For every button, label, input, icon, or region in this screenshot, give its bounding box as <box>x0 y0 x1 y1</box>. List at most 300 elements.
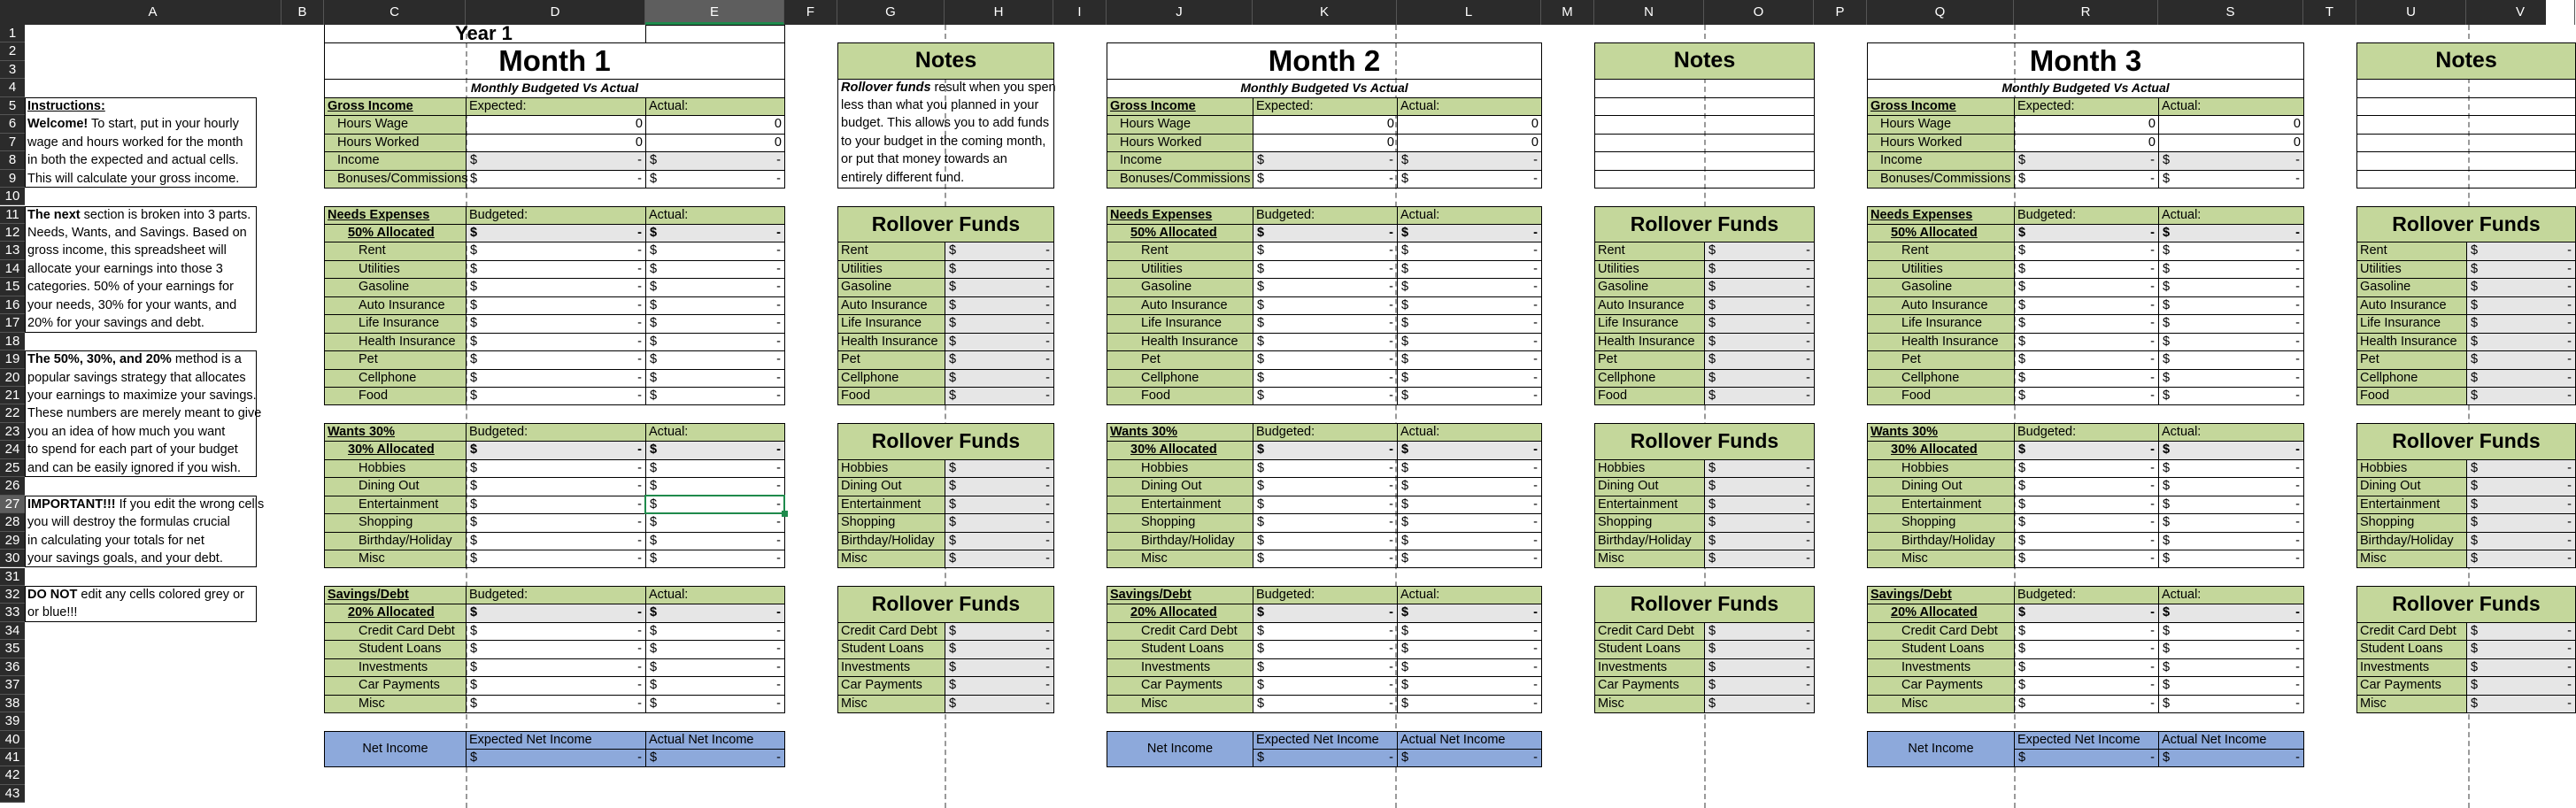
month3-needs-item-actual[interactable] <box>2158 278 2304 296</box>
month1-needs-item-actual[interactable] <box>645 387 785 405</box>
row-header-39[interactable]: 39 <box>0 712 25 730</box>
month1-needs-item-actual[interactable] <box>645 260 785 279</box>
month3-savings-budgeted-header[interactable] <box>2014 586 2159 604</box>
row-header-15[interactable]: 15 <box>0 278 25 296</box>
month2-wants-item-budgeted[interactable] <box>1253 513 1398 532</box>
month1-wants-item-budgeted[interactable] <box>466 532 646 550</box>
month1-wants-rollover-value[interactable] <box>945 459 1054 478</box>
month2-wants-item[interactable] <box>1107 550 1253 568</box>
month3-hours_worked-actual[interactable] <box>2158 134 2304 152</box>
column-header-j[interactable]: J <box>1107 0 1253 25</box>
month1-expected-header[interactable] <box>466 97 646 116</box>
month3-needs-rollover-value[interactable] <box>2466 369 2576 388</box>
month3-wants-item-budgeted[interactable] <box>2014 496 2159 514</box>
month1-needs-item-budgeted[interactable] <box>466 278 646 296</box>
month3-savings-rollover-value[interactable] <box>2466 622 2576 641</box>
notes-line[interactable] <box>2356 79 2576 97</box>
month3-wants-item-budgeted[interactable] <box>2014 513 2159 532</box>
month3-savings-item-budgeted[interactable] <box>2014 640 2159 658</box>
month2-savings-actual-header[interactable] <box>1397 586 1542 604</box>
row-header-5[interactable]: 5 <box>0 97 25 115</box>
month2-savings-budgeted-header[interactable] <box>1253 586 1398 604</box>
row-header-20[interactable]: 20 <box>0 369 25 387</box>
month1-needs-item-actual[interactable] <box>645 350 785 369</box>
month1-wants-rollover-item[interactable] <box>837 496 945 514</box>
month3-needs-item-actual[interactable] <box>2158 350 2304 369</box>
month1-needs-rollover-value[interactable] <box>945 387 1054 405</box>
month1-wants-item-budgeted[interactable] <box>466 477 646 496</box>
month3-wants-rollover-item[interactable] <box>2356 477 2467 496</box>
month1-savings-rollover-value[interactable] <box>945 622 1054 641</box>
column-header-u[interactable]: U <box>2356 0 2466 25</box>
month1-needs-rollover-item[interactable] <box>837 387 945 405</box>
month3-income-expected[interactable] <box>2014 151 2159 170</box>
month3-needs_alloc[interactable] <box>1867 224 2015 242</box>
month3-needs-rollover-value[interactable] <box>2466 350 2576 369</box>
row-header-18[interactable]: 18 <box>0 333 25 350</box>
month3-wants-rollover-item[interactable] <box>2356 459 2467 478</box>
row-header-25[interactable]: 25 <box>0 459 25 477</box>
month2-needs-item[interactable] <box>1107 296 1253 315</box>
month1-wants_alloc-actual[interactable] <box>645 441 785 459</box>
month3-savings-item[interactable] <box>1867 640 2015 658</box>
month2-needs-item[interactable] <box>1107 260 1253 279</box>
month1-needs-item-actual[interactable] <box>645 296 785 315</box>
month2-needs-rollover-value[interactable] <box>1704 350 1815 369</box>
month3-wants-rollover-value[interactable] <box>2466 477 2576 496</box>
month2-needs-rollover-item[interactable] <box>1594 333 1705 351</box>
month3-wants-rollover-item[interactable] <box>2356 550 2467 568</box>
month1-needs-rollover-value[interactable] <box>945 242 1054 260</box>
month1-needs-rollover-header[interactable] <box>837 206 1054 243</box>
notes-line[interactable] <box>837 115 1054 134</box>
month3-notes-header[interactable] <box>2356 42 2576 80</box>
notes-line[interactable] <box>1594 97 1815 116</box>
month1-wants-rollover-item[interactable] <box>837 532 945 550</box>
month1-needs-item[interactable] <box>324 333 467 351</box>
month3-needs-item[interactable] <box>1867 260 2015 279</box>
month1-savings-budgeted-header[interactable] <box>466 586 646 604</box>
month1-gross-income-label[interactable] <box>324 97 467 116</box>
month1-savings-rollover-header[interactable] <box>837 586 1054 623</box>
month1-notes-header[interactable] <box>837 42 1054 80</box>
month1-needs-rollover-value[interactable] <box>945 260 1054 279</box>
month2-wants-rollover-value[interactable] <box>1704 459 1815 478</box>
month3-wants-actual-header[interactable] <box>2158 423 2304 442</box>
month1-needs-rollover-value[interactable] <box>945 296 1054 315</box>
row-header-37[interactable]: 37 <box>0 676 25 694</box>
month2-needs-actual-header[interactable] <box>1397 206 1542 225</box>
month2-savings-rollover-item[interactable] <box>1594 695 1705 713</box>
month3-needs-item-actual[interactable] <box>2158 260 2304 279</box>
month1-needs-item-actual[interactable] <box>645 278 785 296</box>
month3-savings-item-actual[interactable] <box>2158 640 2304 658</box>
column-header-a[interactable]: A <box>25 0 282 25</box>
month2-savings-item[interactable] <box>1107 622 1253 641</box>
month2-bonuses-label[interactable] <box>1107 170 1253 189</box>
month2-wants-rollover-item[interactable] <box>1594 550 1705 568</box>
month1-savings-item-budgeted[interactable] <box>466 640 646 658</box>
month2-savings_alloc-budgeted[interactable] <box>1253 604 1398 622</box>
month1-wants-item-actual[interactable] <box>645 513 785 532</box>
row-header-16[interactable]: 16 <box>0 296 25 314</box>
month2-needs-rollover-value[interactable] <box>1704 260 1815 279</box>
row-header-8[interactable]: 8 <box>0 151 25 169</box>
month3-needs-rollover-item[interactable] <box>2356 296 2467 315</box>
month3-wants-rollover-value[interactable] <box>2466 496 2576 514</box>
month1-hours_worked-label[interactable] <box>324 134 467 152</box>
month2-needs-rollover-value[interactable] <box>1704 296 1815 315</box>
month2-bonuses-expected[interactable] <box>1253 170 1398 189</box>
month1-needs-header[interactable] <box>324 206 467 225</box>
notes-line[interactable] <box>2356 97 2576 116</box>
month1-wants-item[interactable] <box>324 459 467 478</box>
month1-bonuses-expected[interactable] <box>466 170 646 189</box>
notes-line[interactable] <box>837 170 1054 189</box>
month1-needs-item[interactable] <box>324 387 467 405</box>
month3-wants-item-actual[interactable] <box>2158 496 2304 514</box>
month1-actual-header[interactable] <box>645 97 785 116</box>
month3-savings-rollover-item[interactable] <box>2356 640 2467 658</box>
month3-needs-item-budgeted[interactable] <box>2014 333 2159 351</box>
row-header-24[interactable]: 24 <box>0 441 25 458</box>
month1-wants-item-actual[interactable] <box>645 459 785 478</box>
month3-needs-item-actual[interactable] <box>2158 333 2304 351</box>
month3-needs-item-budgeted[interactable] <box>2014 296 2159 315</box>
month1-bonuses-actual[interactable] <box>645 170 785 189</box>
month1-wants-rollover-header[interactable] <box>837 423 1054 460</box>
month3-needs-rollover-item[interactable] <box>2356 333 2467 351</box>
month3-wants-item-budgeted[interactable] <box>2014 550 2159 568</box>
month1-hours_worked-expected[interactable] <box>466 134 646 152</box>
row-header-32[interactable]: 32 <box>0 586 25 604</box>
month1-savings-item-actual[interactable] <box>645 676 785 695</box>
month2-needs-item-budgeted[interactable] <box>1253 387 1398 405</box>
month1-savings-rollover-item[interactable] <box>837 640 945 658</box>
month1-wants_alloc-budgeted[interactable] <box>466 441 646 459</box>
month3-savings-header[interactable] <box>1867 586 2015 604</box>
month3-needs-rollover-value[interactable] <box>2466 260 2576 279</box>
month3-wants-rollover-value[interactable] <box>2466 513 2576 532</box>
month3-savings-rollover-item[interactable] <box>2356 676 2467 695</box>
month2-actual-header[interactable] <box>1397 97 1542 116</box>
month3-gross-income-label[interactable] <box>1867 97 2015 116</box>
row-header-29[interactable]: 29 <box>0 532 25 550</box>
notes-line[interactable] <box>2356 134 2576 152</box>
month2-wants-item[interactable] <box>1107 477 1253 496</box>
month3-wants-rollover-header[interactable] <box>2356 423 2576 460</box>
month1-actual-net-header[interactable] <box>645 731 785 750</box>
month3-needs-item[interactable] <box>1867 314 2015 333</box>
row-header-6[interactable]: 6 <box>0 115 25 133</box>
month1-wants-rollover-value[interactable] <box>945 532 1054 550</box>
month1-savings-rollover-value[interactable] <box>945 695 1054 713</box>
month1-title[interactable] <box>324 42 785 80</box>
month1-savings-rollover-item[interactable] <box>837 695 945 713</box>
month1-wants-item[interactable] <box>324 477 467 496</box>
month2-wants-item-actual[interactable] <box>1397 477 1542 496</box>
month1-income-actual[interactable] <box>645 151 785 170</box>
month1-needs-item-budgeted[interactable] <box>466 314 646 333</box>
month3-needs-rollover-value[interactable] <box>2466 387 2576 405</box>
column-header-h[interactable]: H <box>945 0 1053 25</box>
month1-wants-item-budgeted[interactable] <box>466 550 646 568</box>
month2-needs-rollover-value[interactable] <box>1704 387 1815 405</box>
column-header-m[interactable]: M <box>1541 0 1594 25</box>
month2-savings-rollover-value[interactable] <box>1704 695 1815 713</box>
month2-wants_alloc-actual[interactable] <box>1397 441 1542 459</box>
month1-savings-item-actual[interactable] <box>645 640 785 658</box>
month2-savings-item[interactable] <box>1107 658 1253 677</box>
month1-needs-rollover-item[interactable] <box>837 278 945 296</box>
month2-needs-item[interactable] <box>1107 314 1253 333</box>
month2-savings_alloc[interactable] <box>1107 604 1253 622</box>
month3-needs-rollover-value[interactable] <box>2466 242 2576 260</box>
row-header-42[interactable]: 42 <box>0 766 25 784</box>
month3-wants-item[interactable] <box>1867 459 2015 478</box>
month2-needs-rollover-value[interactable] <box>1704 333 1815 351</box>
month3-wants-rollover-item[interactable] <box>2356 513 2467 532</box>
month1-savings-item[interactable] <box>324 676 467 695</box>
month2-needs-rollover-item[interactable] <box>1594 314 1705 333</box>
month3-needs-item-budgeted[interactable] <box>2014 242 2159 260</box>
month3-savings-rollover-value[interactable] <box>2466 640 2576 658</box>
month3-needs-item[interactable] <box>1867 369 2015 388</box>
month3-needs-item-actual[interactable] <box>2158 314 2304 333</box>
month2-actual-net-header[interactable] <box>1397 731 1542 750</box>
month2-needs-rollover-item[interactable] <box>1594 350 1705 369</box>
month2-wants-item-actual[interactable] <box>1397 496 1542 514</box>
column-header-l[interactable]: L <box>1397 0 1541 25</box>
month3-hours_wage-expected[interactable] <box>2014 115 2159 134</box>
notes-line[interactable] <box>837 151 1054 170</box>
month2-needs-item-budgeted[interactable] <box>1253 333 1398 351</box>
month3-needs-rollover-item[interactable] <box>2356 369 2467 388</box>
month1-savings-item[interactable] <box>324 695 467 713</box>
month3-needs-rollover-value[interactable] <box>2466 296 2576 315</box>
month2-wants-rollover-item[interactable] <box>1594 513 1705 532</box>
month3-needs-rollover-item[interactable] <box>2356 260 2467 279</box>
month2-needs-item-budgeted[interactable] <box>1253 369 1398 388</box>
month1-needs_alloc-budgeted[interactable] <box>466 224 646 242</box>
month2-wants-rollover-value[interactable] <box>1704 532 1815 550</box>
month3-wants_alloc-actual[interactable] <box>2158 441 2304 459</box>
month1-savings-rollover-item[interactable] <box>837 622 945 641</box>
month2-needs-item-actual[interactable] <box>1397 260 1542 279</box>
month3-wants-item-actual[interactable] <box>2158 477 2304 496</box>
month3-subtitle[interactable] <box>1867 79 2304 97</box>
month1-wants-item[interactable] <box>324 550 467 568</box>
month1-wants-rollover-value[interactable] <box>945 496 1054 514</box>
month2-wants-item-budgeted[interactable] <box>1253 532 1398 550</box>
row-header-23[interactable]: 23 <box>0 423 25 441</box>
month1-savings-item-budgeted[interactable] <box>466 676 646 695</box>
row-header-4[interactable]: 4 <box>0 79 25 96</box>
month2-hours_wage-actual[interactable] <box>1397 115 1542 134</box>
month3-savings-item-budgeted[interactable] <box>2014 676 2159 695</box>
month2-income-label[interactable] <box>1107 151 1253 170</box>
month3-savings_alloc-actual[interactable] <box>2158 604 2304 622</box>
row-header-33[interactable]: 33 <box>0 604 25 621</box>
month2-wants-rollover-item[interactable] <box>1594 459 1705 478</box>
row-header-43[interactable]: 43 <box>0 785 25 803</box>
month2-wants-rollover-item[interactable] <box>1594 477 1705 496</box>
month1-wants-rollover-item[interactable] <box>837 459 945 478</box>
row-header-38[interactable]: 38 <box>0 695 25 712</box>
month3-needs-rollover-value[interactable] <box>2466 314 2576 333</box>
month1-savings-item[interactable] <box>324 658 467 677</box>
column-header-q[interactable]: Q <box>1867 0 2014 25</box>
month2-hours_wage-expected[interactable] <box>1253 115 1398 134</box>
month1-needs-budgeted-header[interactable] <box>466 206 646 225</box>
month3-needs-rollover-item[interactable] <box>2356 242 2467 260</box>
month2-gross-income-label[interactable] <box>1107 97 1253 116</box>
month1-needs-rollover-item[interactable] <box>837 296 945 315</box>
month1-needs-item-actual[interactable] <box>645 314 785 333</box>
month3-savings-rollover-item[interactable] <box>2356 658 2467 677</box>
month3-savings-item[interactable] <box>1867 658 2015 677</box>
notes-line[interactable] <box>1594 170 1815 189</box>
month2-needs-item[interactable] <box>1107 387 1253 405</box>
month3-hours_worked-label[interactable] <box>1867 134 2015 152</box>
notes-line[interactable] <box>1594 79 1815 97</box>
month3-needs_alloc-budgeted[interactable] <box>2014 224 2159 242</box>
month3-wants-item-actual[interactable] <box>2158 459 2304 478</box>
column-header-c[interactable]: C <box>324 0 466 25</box>
column-header-i[interactable]: I <box>1053 0 1107 25</box>
month2-needs-item-budgeted[interactable] <box>1253 278 1398 296</box>
month3-net-income-label[interactable] <box>1867 731 2015 768</box>
month2-savings-item-budgeted[interactable] <box>1253 640 1398 658</box>
month2-wants_alloc-budgeted[interactable] <box>1253 441 1398 459</box>
month1-wants-item-budgeted[interactable] <box>466 513 646 532</box>
month2-expected-net-value[interactable] <box>1253 749 1398 767</box>
month3-savings-item-actual[interactable] <box>2158 695 2304 713</box>
month3-needs-item-actual[interactable] <box>2158 296 2304 315</box>
month2-wants-item-actual[interactable] <box>1397 459 1542 478</box>
month2-needs-rollover-value[interactable] <box>1704 242 1815 260</box>
month2-savings-header[interactable] <box>1107 586 1253 604</box>
month3-needs-item-budgeted[interactable] <box>2014 278 2159 296</box>
month1-needs-item-budgeted[interactable] <box>466 296 646 315</box>
column-header-r[interactable]: R <box>2014 0 2158 25</box>
month2-needs-rollover-item[interactable] <box>1594 296 1705 315</box>
month1-needs-rollover-item[interactable] <box>837 333 945 351</box>
month1-needs-item[interactable] <box>324 278 467 296</box>
month3-actual-net-header[interactable] <box>2158 731 2304 750</box>
month1-wants-rollover-value[interactable] <box>945 513 1054 532</box>
row-header-11[interactable]: 11 <box>0 206 25 224</box>
month2-needs_alloc[interactable] <box>1107 224 1253 242</box>
month1-wants-item[interactable] <box>324 513 467 532</box>
notes-line[interactable] <box>837 97 1054 116</box>
month3-needs-item-budgeted[interactable] <box>2014 369 2159 388</box>
month1-wants-rollover-item[interactable] <box>837 550 945 568</box>
month2-needs-rollover-item[interactable] <box>1594 278 1705 296</box>
month3-needs-item-budgeted[interactable] <box>2014 260 2159 279</box>
row-header-26[interactable]: 26 <box>0 477 25 495</box>
month2-needs-rollover-value[interactable] <box>1704 369 1815 388</box>
month3-savings-rollover-item[interactable] <box>2356 622 2467 641</box>
month3-wants-rollover-item[interactable] <box>2356 496 2467 514</box>
month2-savings-rollover-value[interactable] <box>1704 640 1815 658</box>
month2-needs-item-actual[interactable] <box>1397 314 1542 333</box>
month1-needs-item[interactable] <box>324 260 467 279</box>
month3-wants-item[interactable] <box>1867 513 2015 532</box>
month3-wants-item[interactable] <box>1867 550 2015 568</box>
month2-savings-item-actual[interactable] <box>1397 676 1542 695</box>
month1-needs-item-budgeted[interactable] <box>466 260 646 279</box>
month2-wants_alloc[interactable] <box>1107 441 1253 459</box>
month2-savings-item-budgeted[interactable] <box>1253 658 1398 677</box>
column-header-s[interactable]: S <box>2158 0 2303 25</box>
month2-needs-item-actual[interactable] <box>1397 278 1542 296</box>
month3-bonuses-expected[interactable] <box>2014 170 2159 189</box>
month2-hours_wage-label[interactable] <box>1107 115 1253 134</box>
month2-savings-item-budgeted[interactable] <box>1253 676 1398 695</box>
month3-actual-header[interactable] <box>2158 97 2304 116</box>
month1-wants-item[interactable] <box>324 496 467 514</box>
month3-wants-item-actual[interactable] <box>2158 532 2304 550</box>
month1-needs-item-budgeted[interactable] <box>466 242 646 260</box>
month1-wants-budgeted-header[interactable] <box>466 423 646 442</box>
month1-savings_alloc-budgeted[interactable] <box>466 604 646 622</box>
month3-needs-rollover-value[interactable] <box>2466 278 2576 296</box>
month3-wants-item-budgeted[interactable] <box>2014 532 2159 550</box>
month2-savings-item[interactable] <box>1107 640 1253 658</box>
month3-savings-rollover-header[interactable] <box>2356 586 2576 623</box>
month2-needs-item-actual[interactable] <box>1397 369 1542 388</box>
month2-needs-item[interactable] <box>1107 242 1253 260</box>
month2-savings-item-budgeted[interactable] <box>1253 695 1398 713</box>
month1-needs-rollover-value[interactable] <box>945 314 1054 333</box>
month3-savings-rollover-value[interactable] <box>2466 676 2576 695</box>
month1-subtitle[interactable] <box>324 79 785 97</box>
notes-line[interactable] <box>1594 115 1815 134</box>
month3-needs-item-actual[interactable] <box>2158 387 2304 405</box>
column-header-d[interactable]: D <box>466 0 645 25</box>
month1-needs-item-budgeted[interactable] <box>466 369 646 388</box>
month1-needs-rollover-item[interactable] <box>837 314 945 333</box>
month3-needs-item-budgeted[interactable] <box>2014 314 2159 333</box>
month2-notes-header[interactable] <box>1594 42 1815 80</box>
month1-savings-rollover-item[interactable] <box>837 658 945 677</box>
month3-needs-rollover-item[interactable] <box>2356 350 2467 369</box>
month2-needs-rollover-item[interactable] <box>1594 242 1705 260</box>
month1-needs_alloc-actual[interactable] <box>645 224 785 242</box>
month1-wants-item-actual[interactable] <box>645 477 785 496</box>
month2-expected-net-header[interactable] <box>1253 731 1398 750</box>
month1-wants-item-actual[interactable] <box>645 550 785 568</box>
month1-savings_alloc[interactable] <box>324 604 467 622</box>
month3-savings-rollover-item[interactable] <box>2356 695 2467 713</box>
month2-wants-item-actual[interactable] <box>1397 550 1542 568</box>
month2-income-actual[interactable] <box>1397 151 1542 170</box>
month1-savings-item[interactable] <box>324 640 467 658</box>
month2-title[interactable] <box>1107 42 1542 80</box>
month2-wants-item-budgeted[interactable] <box>1253 459 1398 478</box>
month3-savings-item[interactable] <box>1867 676 2015 695</box>
month2-wants-item[interactable] <box>1107 513 1253 532</box>
row-header-14[interactable]: 14 <box>0 260 25 278</box>
month1-wants-rollover-item[interactable] <box>837 477 945 496</box>
month2-needs-item-budgeted[interactable] <box>1253 314 1398 333</box>
month2-income-expected[interactable] <box>1253 151 1398 170</box>
month2-net-income-label[interactable] <box>1107 731 1253 768</box>
month2-needs-rollover-item[interactable] <box>1594 260 1705 279</box>
month1-hours_wage-label[interactable] <box>324 115 467 134</box>
month2-savings-rollover-item[interactable] <box>1594 622 1705 641</box>
